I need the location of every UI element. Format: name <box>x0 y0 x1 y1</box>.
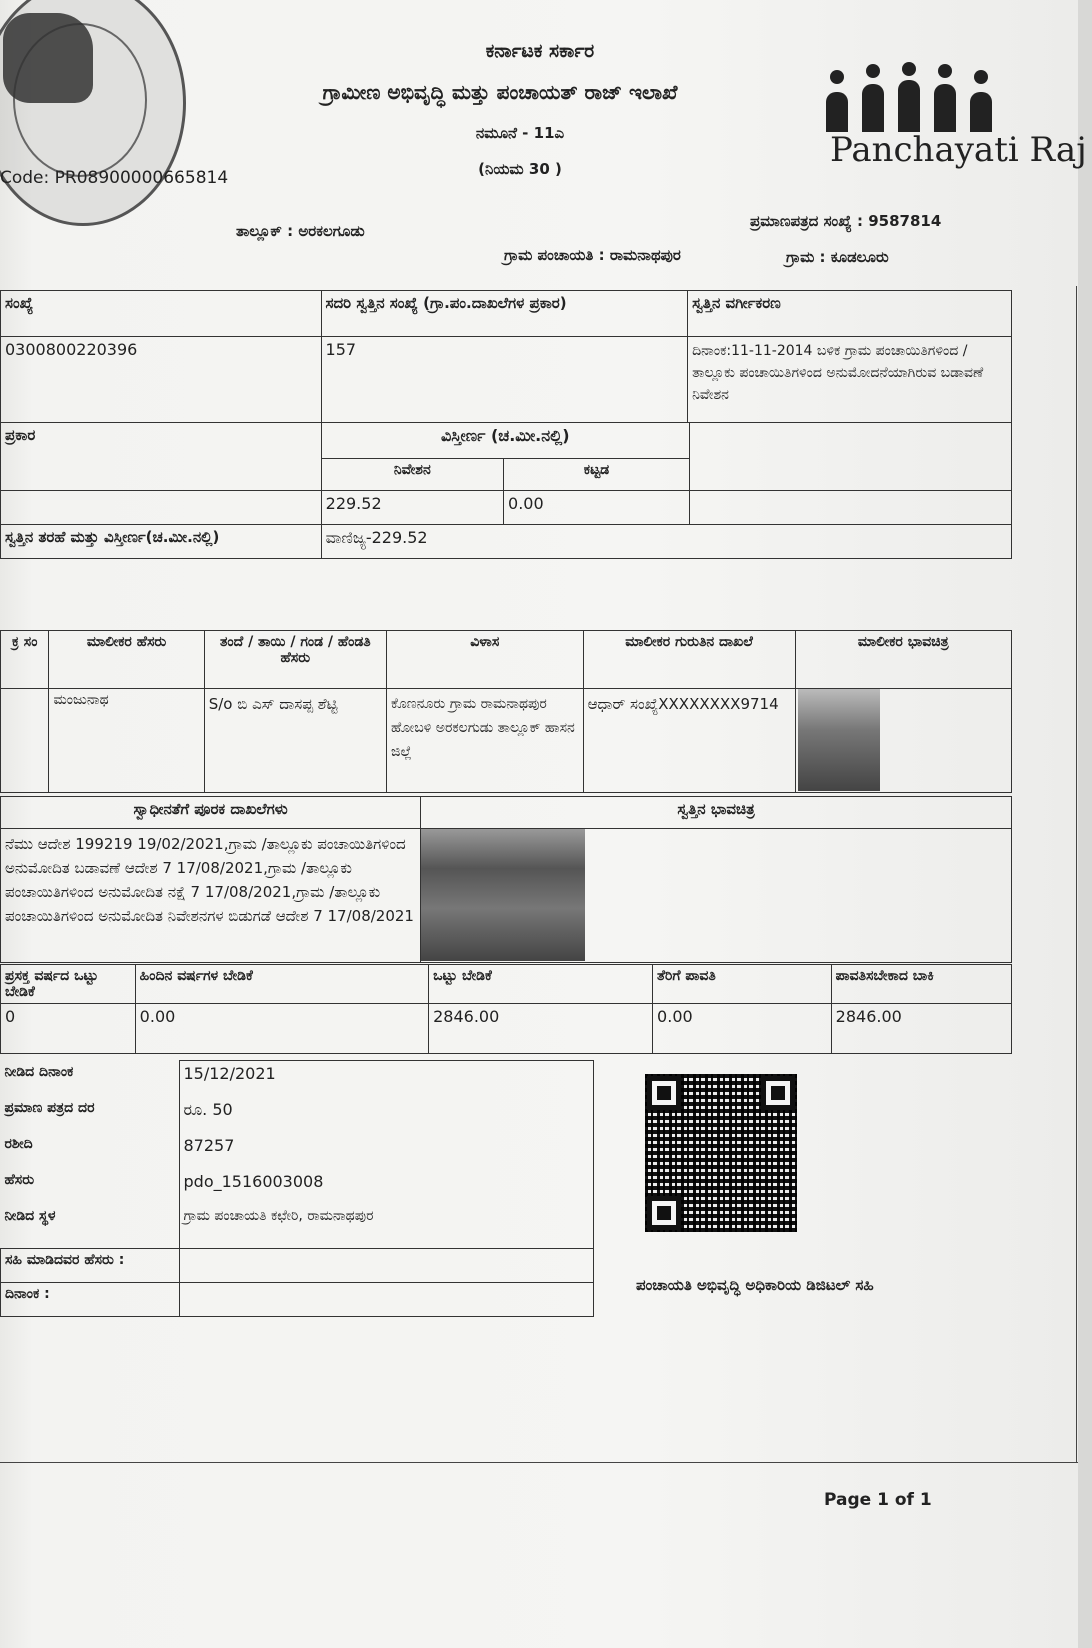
seal-emblem <box>3 13 93 103</box>
page-edge <box>1078 0 1092 1648</box>
receipt-label: ರಶೀದಿ <box>1 1133 180 1169</box>
col-owner-name: ಮಾಲೀಕರ ಹೆಸರು <box>49 631 204 689</box>
col-possession-docs: ಸ್ವಾಧೀನತೆಗೆ ಪೂರಕ ದಾಖಲೆಗಳು <box>1 797 421 829</box>
total-demand: 2846.00 <box>429 1004 653 1054</box>
certificate-number: ಪ್ರಮಾಣಪತ್ರದ ಸಂಖ್ಯೆ : 9587814 <box>750 212 942 230</box>
certificate-code: Code: PR08900000665814 <box>0 168 229 188</box>
col-id-doc: ಮಾಲೀಕರ ಗುರುತಿನ ದಾಖಲೆ <box>583 631 795 689</box>
owner-sl <box>1 689 49 793</box>
arrears: 0.00 <box>135 1004 428 1054</box>
col-sl: ಕ್ರ ಸಂ <box>1 631 49 689</box>
tax-table <box>0 964 1012 1054</box>
possession-docs: ನೆಮು ಆದೇಶ 199219 19/02/2021,ಗ್ರಾಮ /ತಾಲ್ಲೂಕು ಪಂಚಾಯಿತಿಗಳಿಂದ ಅನುಮೋದಿತ ಬಡಾವಣೆ ಆದೇಶ 7 17/08/2021,ಗ್ರಾಮ /ತಾಲ್ಲೂಕು ಪಂಚಾಯಿತಿಗಳಿಂದ ಅನುಮೋದಿತ ನಕ್ಷೆ 7 17/08/2021,ಗ್ರಾಮ /ತಾಲ್ಲೂಕು ಪಂಚಾಯಿತಿಗಳಿಂದ ಅನುಮೋದಿತ ನಿವೇಶನಗಳ ಬಿಡುಗಡೆ ಆದೇಶ 7 17/08/2021 <box>1 829 421 963</box>
col-owner-photo: ಮಾಲೀಕರ ಭಾವಚಿತ್ರ <box>795 631 1011 689</box>
col-address: ವಿಳಾಸ <box>386 631 583 689</box>
property-table <box>0 290 1012 423</box>
gram-panchayat: ಗ್ರಾಮ ಪಂಚಾಯತಿ : ರಾಮನಾಥಪುರ <box>504 246 681 264</box>
government-title: ಕರ್ನಾಟಕ ಸರ್ಕಾರ <box>485 40 595 62</box>
taluk: ತಾಲ್ಲೂಕ್ : ಅರಕಲಗೂಡು <box>236 222 365 240</box>
issue-place: ಗ್ರಾಮ ಪಂಚಾಯತಿ ಕಛೇರಿ, ರಾಮನಾಥಪುರ <box>179 1205 594 1249</box>
user-label: ಹೆಸರು <box>1 1169 180 1205</box>
col-arrears: ಹಿಂದಿನ ವರ್ಷಗಳ ಬೇಡಿಕೆ <box>135 965 428 1004</box>
type-blank <box>1 491 322 525</box>
local-property-no: 157 <box>321 337 688 423</box>
property-id: 0300800220396 <box>1 337 322 423</box>
issued-by-user: pdo_1516003008 <box>179 1169 594 1205</box>
owner-photo <box>798 689 880 791</box>
building-label: ಕಟ್ಟಡ <box>504 459 690 491</box>
possession-table <box>0 796 1012 963</box>
current-demand: 0 <box>1 1004 136 1054</box>
page-number: Page 1 of 1 <box>824 1490 932 1510</box>
qr-code <box>645 1074 797 1232</box>
balance-due: 2846.00 <box>831 1004 1011 1054</box>
tax-paid: 0.00 <box>653 1004 832 1054</box>
department-title: ಗ್ರಾಮೀಣ ಅಭಿವೃದ್ಧಿ ಮತ್ತು ಪಂಚಾಯತ್ ರಾಜ್ ಇಲಾಖೆ <box>322 80 678 104</box>
signer-label: ಸಹಿ ಮಾಡಿದವರ ಹೆಸರು : <box>1 1249 180 1283</box>
col-tax-paid: ತೆರಿಗೆ ಪಾವತಿ <box>653 965 832 1004</box>
owner-id-doc: ಆಧಾರ್ ಸಂಖ್ಯೆXXXXXXXX9714 <box>583 689 795 793</box>
owner-address: ಕೊಣನೂರು ಗ್ರಾಮ ರಾಮನಾಥಪುರ ಹೋಬಳಿ ಅರಕಲಗುಡು ತಾಲ್ಲೂಕ್ ಹಾಸನ ಜಿಲ್ಲೆ <box>386 689 583 793</box>
usage-label: ಸ್ವತ್ತಿನ ತರಹೆ ಮತ್ತು ವಿಸ್ತೀರ್ಣ(ಚ.ಮೀ.ನಲ್ಲಿ) <box>1 525 322 559</box>
issue-table <box>0 1060 594 1317</box>
rule-number: (ನಿಯಮ 30 ) <box>478 160 562 178</box>
digital-signature-caption: ಪಂಚಾಯತಿ ಅಭಿವೃದ್ಧಿ ಅಧಿಕಾರಿಯ ಡಿಜಿಟಲ್ ಸಹಿ <box>636 1276 874 1294</box>
sign-date <box>179 1283 594 1317</box>
area-header: ವಿಸ್ತೀರ್ಣ (ಚ.ಮೀ.ನಲ್ಲಿ) <box>321 423 689 459</box>
certificate-fee: ರೂ. 50 <box>179 1097 594 1133</box>
owner-relation: S/o ಬಿ ಎಸ್ ದಾಸಪ್ಪ ಶೆಟ್ಟಿ <box>204 689 386 793</box>
area-blank-2 <box>689 491 1011 525</box>
property-type-label: ಪ್ರಕಾರ <box>1 423 322 491</box>
sign-date-label: ದಿನಾಂಕ : <box>1 1283 180 1317</box>
area-table <box>0 422 1012 559</box>
owner-table <box>0 630 1012 793</box>
area-blank <box>689 423 1011 491</box>
site-area: 229.52 <box>321 491 503 525</box>
fee-label: ಪ್ರಮಾಣ ಪತ್ರದ ದರ <box>1 1097 180 1133</box>
signer-name <box>179 1249 594 1283</box>
col-current-demand: ಪ್ರಸಕ್ತ ವರ್ಷದ ಒಟ್ಟು ಬೇಡಿಕೆ <box>1 965 136 1004</box>
panchayati-raj-logo-icon <box>826 62 1006 132</box>
building-area: 0.00 <box>504 491 690 525</box>
owner-photo-cell <box>795 689 1011 793</box>
place-label: ನೀಡಿದ ಸ್ಥಳ <box>1 1205 180 1249</box>
receipt-no: 87257 <box>179 1133 594 1169</box>
col-local-no: ಸದರಿ ಸ್ವತ್ತಿನ ಸಂಖ್ಯೆ (ಗ್ರಾ.ಪಂ.ದಾಖಲೆಗಳ ಪ್ರಕಾರ) <box>321 291 688 337</box>
village: ಗ್ರಾಮ : ಕೂಡಲೂರು <box>786 248 889 266</box>
property-photo-cell <box>421 829 1012 963</box>
frame-bottom-line <box>0 1462 1078 1463</box>
col-property-photo: ಸ್ವತ್ತಿನ ಭಾವಚಿತ್ರ <box>421 797 1012 829</box>
col-relation: ತಂದೆ / ತಾಯಿ / ಗಂಡ / ಹೆಂಡತಿ ಹೆಸರು <box>204 631 386 689</box>
property-photo <box>421 829 585 961</box>
logo-text: Panchayati Raj <box>830 130 1087 170</box>
form-number: ನಮೂನೆ - 11ಎ <box>475 124 565 142</box>
issue-date: 15/12/2021 <box>179 1061 594 1097</box>
property-classification: ದಿನಾಂಕ:11-11-2014 ಬಳಿಕ ಗ್ರಾಮ ಪಂಚಾಯಿತಿಗಳಿಂದ /ತಾಲ್ಲೂಕು ಪಂಚಾಯಿತಿಗಳಿಂದ ಅನುಮೋದನೆಯಾಗಿರುವ ಬಡಾವಣೆ ನಿವೇಶನ <box>688 337 1012 423</box>
site-label: ನಿವೇಶನ <box>321 459 503 491</box>
usage-value: ವಾಣಿಜ್ಯ-229.52 <box>321 525 1011 559</box>
col-total-demand: ಒಟ್ಟು ಬೇಡಿಕೆ <box>429 965 653 1004</box>
owner-name: ಮಂಜುನಾಥ <box>49 689 204 793</box>
col-classification: ಸ್ವತ್ತಿನ ವರ್ಗೀಕರಣ <box>688 291 1012 337</box>
frame-right-line <box>1076 286 1077 1462</box>
col-property-no: ಸಂಖ್ಯೆ <box>1 291 322 337</box>
col-balance: ಪಾವತಿಸಬೇಕಾದ ಬಾಕಿ <box>831 965 1011 1004</box>
issue-date-label: ನೀಡಿದ ದಿನಾಂಕ <box>1 1061 180 1097</box>
